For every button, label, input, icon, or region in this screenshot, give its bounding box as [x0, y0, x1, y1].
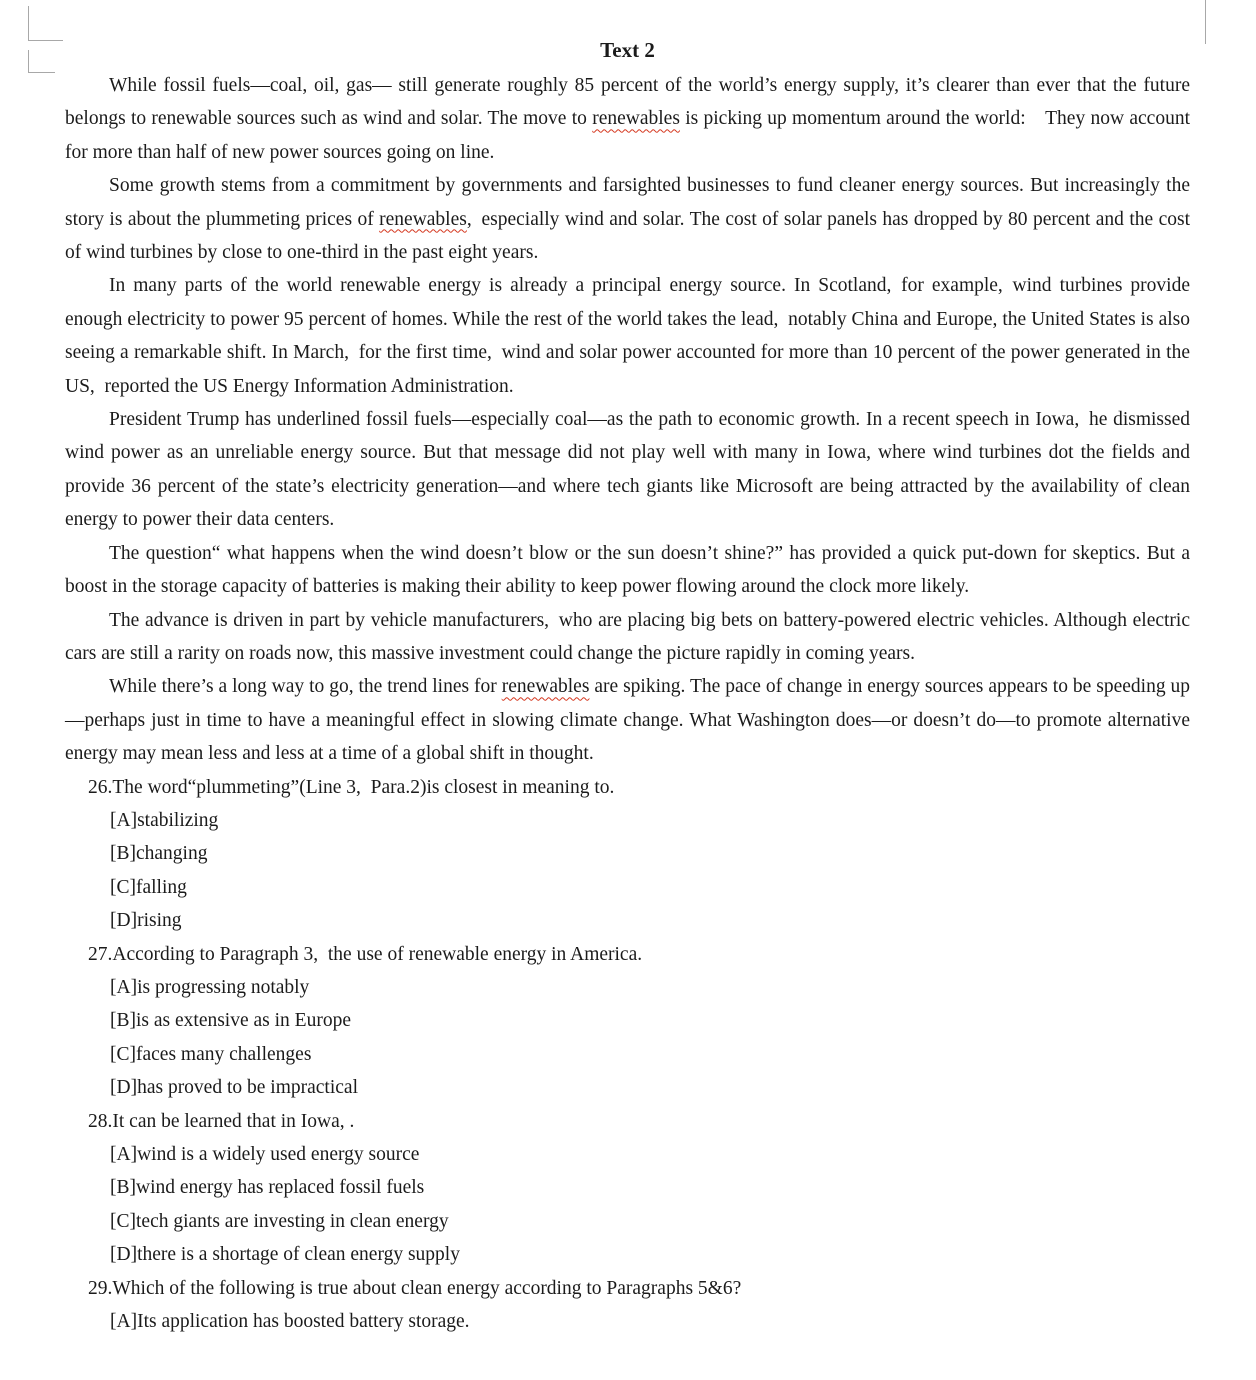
question-option: [A]Its application has boosted battery storage.	[110, 1311, 470, 1333]
text-run: The advance is driven in part by vehicle manufacturers, who are placing big bets on battery-powered electric vehicles. Although electric cars are still a rarity on roads now, this massive investment could change the picture rapidly in coming years.	[65, 609, 1190, 664]
question-stem: 28.It can be learned that in Iowa, .	[88, 1110, 355, 1132]
question-option: [B]wind energy has replaced fossil fuels	[110, 1177, 425, 1199]
text-run: are spiking. The pace of change in energy sources appears to be speeding up—perhaps just in time to have a meaningful effect in slowing climate change. What Washington does—or doesn’t do—to promote alternative energy may mean less and less at a time of a global shift in thought.	[65, 676, 1190, 765]
text-run: The question“ what happens when the wind doesn’t blow or the sun doesn’t shine?” has provided a quick put-down for skeptics. But a boost in the storage capacity of batteries is making their ability to keep power flowing around the clock more likely.	[65, 542, 1190, 598]
question-option: [B]changing	[110, 843, 208, 865]
page-corner-mark	[1204, 0, 1206, 44]
document-page	[65, 34, 1190, 1338]
spellcheck-marked-word: renewables	[592, 108, 680, 130]
text-run: , especially wind and solar. The cost of solar panels has dropped by 80 percent and the cost of wind turbines by close to one-third in the past eight years.	[65, 208, 1190, 264]
text-run: is picking up momentum around the world: They now account for more than half of new power sources going on line.	[65, 108, 1190, 163]
question-option: [A]stabilizing	[110, 809, 219, 831]
question-stem: 27.According to Paragraph 3, the use of renewable energy in America.	[88, 943, 643, 965]
question-option: [D]has proved to be impractical	[110, 1077, 358, 1099]
question-option: [D]rising	[110, 910, 182, 932]
page-title: Text 2	[600, 38, 655, 62]
page-corner-mark	[28, 6, 63, 41]
text-run: Some growth stems from a commitment by governments and farsighted businesses to fund cleaner energy sources. But increasingly the story is about the plummeting prices of	[65, 175, 1190, 230]
text-run: In many parts of the world renewable energy is already a principal energy source. In Scotland, for example, wind turbines provide enough electricity to power 95 percent of homes. While the rest of the world takes the lead, notably China and Europe, the United States is also seeing a remarkable shift. In March, for the first time, wind and solar power accounted for more than 10 percent of the power generated in the US, reported the US Energy Information Administration.	[65, 275, 1190, 397]
question-option: [A]is progressing notably	[110, 976, 310, 998]
text-run: President Trump has underlined fossil fuels—especially coal—as the path to economic growth. In a recent speech in Iowa, he dismissed wind power as an unreliable energy source. But that message did not play well with many in Iowa, where wind turbines dot the fields and provide 36 percent of the state’s electricity generation—and where tech giants like Microsoft are being attracted by the availability of clean energy to power their data centers.	[65, 409, 1190, 531]
passage	[65, 69, 1190, 771]
question-option: [C]falling	[110, 876, 187, 898]
paragraph	[65, 670, 1190, 770]
question	[65, 938, 1190, 1105]
questions	[65, 771, 1190, 1339]
question	[65, 1272, 1190, 1339]
question-option: [B]is as extensive as in Europe	[110, 1010, 351, 1032]
page-corner-mark	[28, 50, 55, 73]
question-option: [C]tech giants are investing in clean energy	[110, 1210, 449, 1232]
question-option: [C]faces many challenges	[110, 1043, 312, 1065]
spellcheck-marked-word: renewables	[501, 676, 590, 698]
paragraph	[65, 169, 1190, 269]
question-stem: 26.The word“plummeting”(Line 3, Para.2)is closest in meaning to.	[88, 776, 615, 798]
paragraph	[65, 537, 1190, 604]
question	[65, 771, 1190, 938]
question-option: [A]wind is a widely used energy source	[110, 1144, 420, 1165]
paragraph	[65, 69, 1190, 169]
paragraph	[65, 403, 1190, 537]
text-run: While there’s a long way to go, the trend lines for	[109, 676, 502, 698]
paragraph	[65, 604, 1190, 671]
question-stem: 29.Which of the following is true about clean energy according to Paragraphs 5&6?	[88, 1277, 742, 1299]
text-run: While fossil fuels—coal, oil, gas— still generate roughly 85 percent of the world’s energy supply, it’s clearer than ever that the future belongs to renewable sources such as wind and solar. The move to	[65, 75, 1190, 130]
paragraph	[65, 269, 1190, 403]
question-option: [D]there is a shortage of clean energy supply	[110, 1244, 460, 1266]
spellcheck-marked-word: renewables	[379, 208, 467, 230]
question	[65, 1105, 1190, 1272]
